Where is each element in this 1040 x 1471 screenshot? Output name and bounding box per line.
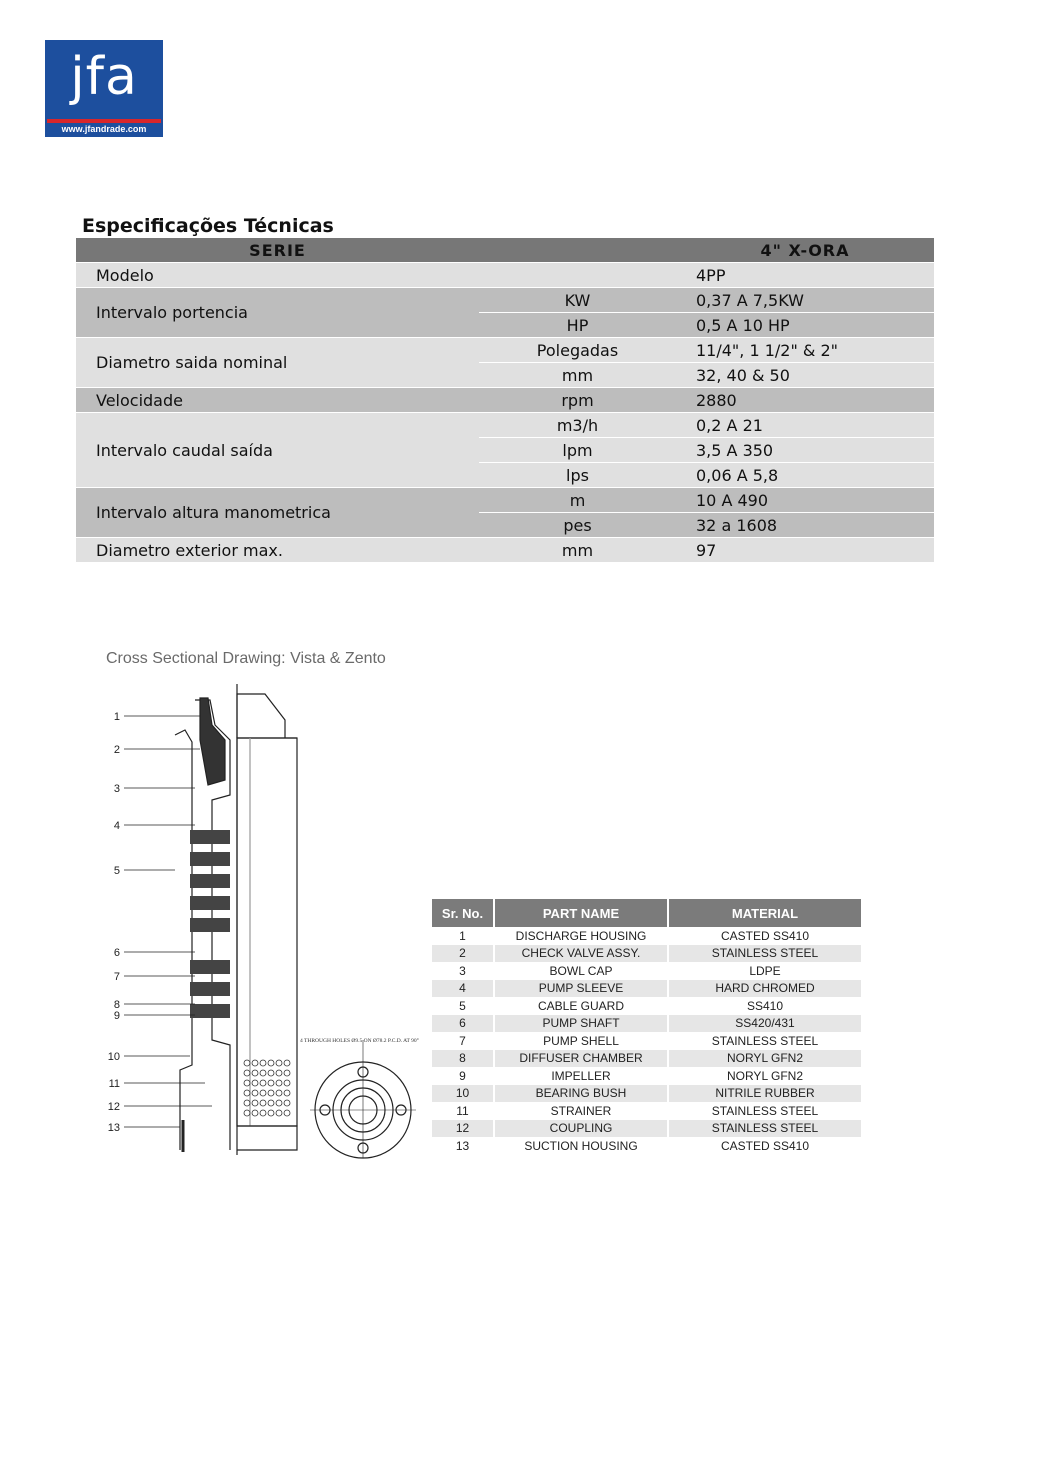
spec-unit: lps [479,463,676,488]
spec-value: 0,06 A 5,8 [676,463,934,488]
company-logo [45,40,163,137]
table-row [432,945,861,963]
spec-label: Diametro saida nominal [76,338,479,388]
part-number: 5 [432,997,494,1015]
table-row [432,1137,861,1155]
part-number: 12 [432,1120,494,1138]
part-number: 3 [432,962,494,980]
parts-header-row [432,899,861,927]
part-material: STAINLESS STEEL [668,945,861,963]
spec-unit: KW [479,288,676,313]
logo-text: jfa [70,47,138,107]
spec-label: Velocidade [76,388,479,413]
spec-label: Diametro exterior max. [76,538,479,563]
part-name: CABLE GUARD [494,997,668,1015]
part-material: CASTED SS410 [720,928,810,943]
part-material: SS410 [746,998,784,1013]
spec-unit: pes [479,513,676,538]
part-name: DISCHARGE HOUSING [494,927,668,945]
serie-header: SERIE [76,238,479,263]
part-number: 9 [432,1067,494,1085]
spec-table [76,238,934,563]
callout-number: 6 [113,947,120,959]
spec-unit: rpm [479,388,676,413]
callout-number: 4 [113,820,120,832]
part-material: SS420/431 [668,1015,861,1033]
spec-value: 4PP [676,263,934,288]
table-row [432,1032,861,1050]
table-row [432,1085,861,1103]
spec-unit: HP [479,313,676,338]
spec-row [76,388,934,413]
part-name: BEARING BUSH [494,1085,668,1103]
callout-number: 1 [113,711,120,723]
spec-row [76,288,934,313]
part-name: COUPLING [494,1120,668,1138]
series-name: 4" X-ORA [676,238,934,263]
table-row [432,1120,861,1138]
part-name: DIFFUSER CHAMBER [494,1050,668,1068]
spec-unit: mm [479,538,676,563]
spec-row [76,413,934,438]
cross-section-title: Cross Sectional Drawing: Vista & Zento [106,650,386,667]
sr-no-header: Sr. No. [432,899,494,927]
spec-value: 0,2 A 21 [676,413,934,438]
spec-unit: lpm [479,438,676,463]
part-material: NORYL GFN2 [726,1068,804,1083]
spec-row [76,263,934,288]
logo-url: www.jfandrade.com [61,124,147,134]
part-material: NITRILE RUBBER [668,1085,861,1103]
callout-number: 2 [113,744,120,756]
part-number: 7 [432,1032,494,1050]
part-name: BOWL CAP [494,962,668,980]
callout-number: 7 [113,971,120,983]
part-number: 6 [432,1015,494,1033]
part-name: CHECK VALVE ASSY. [494,945,668,963]
hole-note: 4 THROUGH HOLES Ø9.5 ON Ø78.2 P.C.D. AT 90° [300,1038,419,1044]
part-name: PUMP SHELL [494,1032,668,1050]
part-name: PUMP SHAFT [494,1015,668,1033]
callout-number: 8 [113,999,120,1011]
spec-header-row [76,238,934,263]
part-number: 1 [432,927,494,945]
part-material: HARD CHROMED [668,980,861,998]
callout-number: 13 [107,1122,120,1134]
table-row [432,962,861,980]
part-material: CASTED SS410 [720,1138,810,1153]
callout-number: 10 [107,1051,120,1063]
callout-number: 12 [107,1101,120,1113]
part-name-header: PART NAME [494,899,668,927]
strainer-holes [244,1060,290,1116]
part-name: SUCTION HOUSING [494,1137,668,1155]
spec-value: 0,37 A 7,5KW [676,288,934,313]
spec-unit: Polegadas [479,338,676,363]
part-number: 13 [432,1137,494,1155]
spec-label: Intervalo altura manometrica [76,488,479,538]
spec-section [76,214,934,563]
impeller-stack [190,830,230,1018]
spec-label: Modelo [76,263,479,288]
material-header: MATERIAL [668,899,861,927]
part-number: 8 [432,1050,494,1068]
spec-title: Especificações Técnicas [82,215,334,237]
spec-row [76,488,934,513]
part-name: STRAINER [494,1102,668,1120]
table-row [432,997,861,1015]
table-row [432,927,861,945]
table-row [432,1102,861,1120]
part-material: STAINLESS STEEL [711,1103,819,1118]
table-row [432,980,861,998]
cross-section-drawing [100,680,430,1160]
spec-label: Intervalo portencia [76,288,479,338]
spec-unit: mm [479,363,676,388]
part-number: 10 [432,1085,494,1103]
part-material: LDPE [749,963,781,978]
spec-value: 11/4", 1 1/2" & 2" [676,338,934,363]
spec-unit: m3/h [479,413,676,438]
logo-stripe [47,119,161,123]
spec-value: 3,5 A 350 [676,438,934,463]
table-row [432,1050,861,1068]
spec-label: Intervalo caudal saída [76,413,479,488]
table-row [432,1015,861,1033]
part-material: STAINLESS STEEL [711,1033,819,1048]
callout-number: 5 [113,865,120,877]
flange-view [310,1040,416,1158]
table-row [432,1067,861,1085]
spec-unit: m [479,488,676,513]
spec-value: 2880 [676,388,934,413]
spec-value: 32, 40 & 50 [676,363,934,388]
part-number: 4 [432,980,494,998]
callout-number: 3 [113,783,120,795]
spec-value: 0,5 A 10 HP [676,313,934,338]
part-name: IMPELLER [494,1067,668,1085]
part-material: STAINLESS STEEL [668,1120,861,1138]
spec-row [76,338,934,363]
part-material: NORYL GFN2 [668,1050,861,1068]
unit-header [479,238,676,263]
part-number: 11 [432,1102,494,1120]
part-name: PUMP SLEEVE [494,980,668,998]
callout-number: 11 [108,1078,120,1090]
spec-value: 97 [676,538,934,563]
spec-value: 32 a 1608 [676,513,934,538]
spec-row [76,538,934,563]
spec-value: 10 A 490 [676,488,934,513]
parts-table [432,899,861,1155]
part-number: 2 [432,945,494,963]
callout-number: 9 [113,1010,120,1022]
